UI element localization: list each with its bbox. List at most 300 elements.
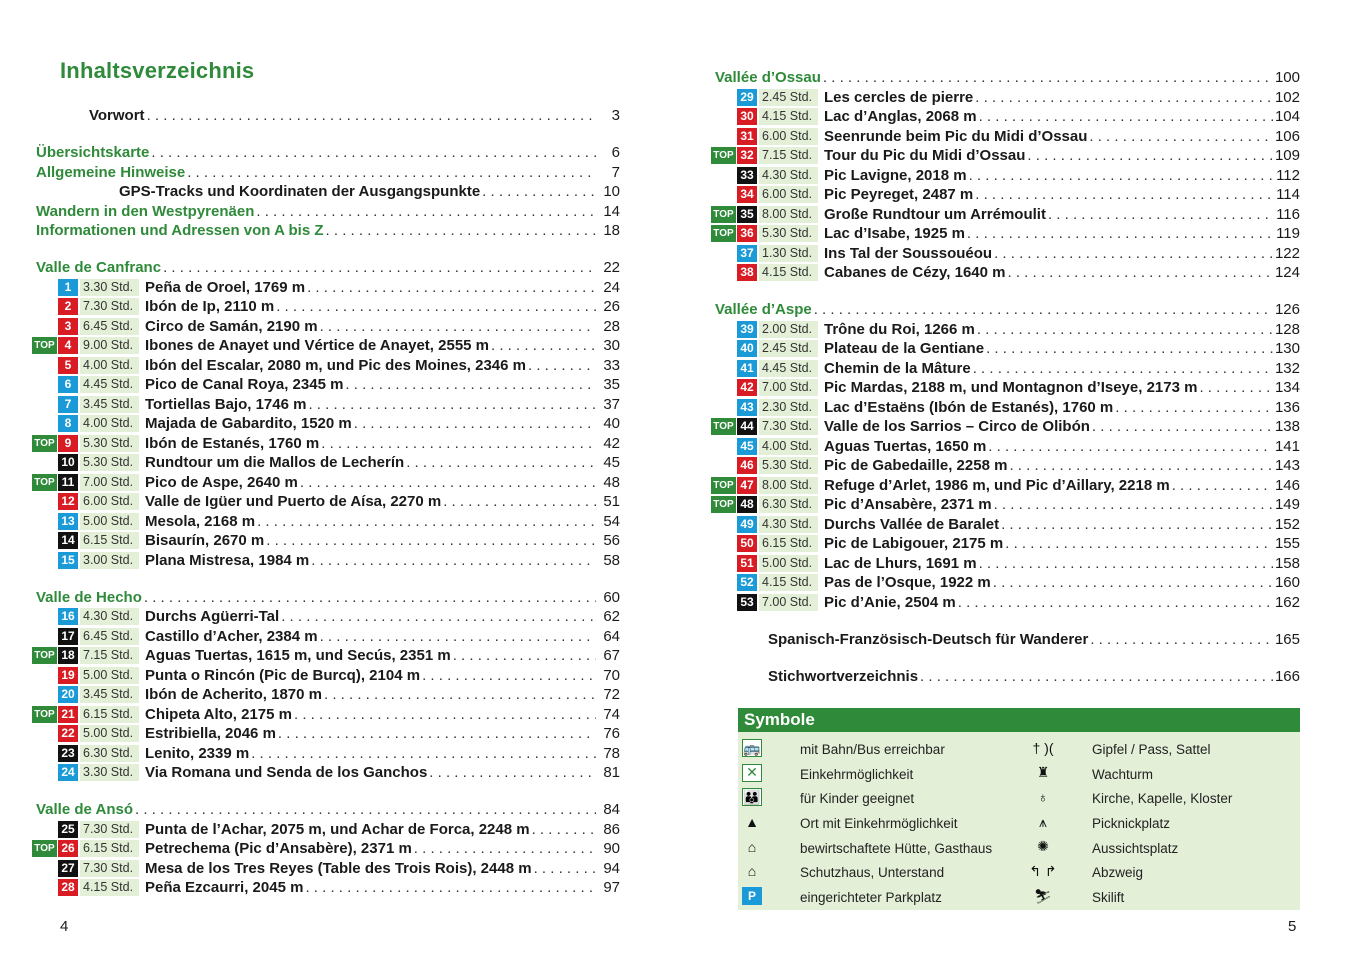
symbol-label: Skilift xyxy=(1092,890,1125,906)
walking-time: 4.00 Std. xyxy=(80,357,139,374)
walking-time: 6.30 Std. xyxy=(80,745,139,762)
entry-page-number: 155 xyxy=(1274,535,1300,552)
tour-entry[interactable] xyxy=(709,476,1300,496)
tour-entry[interactable] xyxy=(30,646,620,666)
tour-number-badge: 41 xyxy=(737,360,757,377)
entry-page-number: 51 xyxy=(603,493,620,510)
dot-leader xyxy=(532,820,596,840)
walking-time: 5.00 Std. xyxy=(759,555,818,572)
symbol-label: Schutzhaus, Unterstand xyxy=(800,865,945,881)
symbol-row xyxy=(738,737,1300,762)
dot-leader xyxy=(354,414,596,434)
dot-leader xyxy=(345,375,596,395)
dot-leader xyxy=(973,359,1273,379)
symbol-label: mit Bahn/Bus erreichbar xyxy=(800,742,945,757)
walking-time: 2.30 Std. xyxy=(759,399,818,416)
walking-time: 4.15 Std. xyxy=(759,574,818,591)
dot-leader xyxy=(994,244,1273,264)
entry-title: Mesola, 2168 m xyxy=(145,512,256,530)
dot-leader xyxy=(429,763,596,783)
dot-leader xyxy=(443,492,596,512)
tour-entry[interactable] xyxy=(709,244,1300,264)
toc-list-left xyxy=(30,106,620,898)
tour-entry[interactable] xyxy=(30,297,620,317)
tour-number-badge: 31 xyxy=(737,128,757,145)
tour-entry[interactable] xyxy=(30,356,620,376)
walking-time: 5.30 Std. xyxy=(759,457,818,474)
symbol-label: für Kinder geeignet xyxy=(800,791,915,807)
tour-entry[interactable] xyxy=(709,320,1300,340)
restaurant-icon: ✕ xyxy=(742,764,762,782)
tour-entry[interactable] xyxy=(30,531,620,551)
entry-page-number: 116 xyxy=(1276,205,1300,223)
walking-time: 2.45 Std. xyxy=(759,340,818,357)
dot-leader xyxy=(256,202,596,222)
symbol-label: Ort mit Einkehrmöglichkeit xyxy=(800,816,958,832)
entry-page-number: 28 xyxy=(603,317,620,335)
tour-number-badge: 50 xyxy=(737,535,757,552)
tour-entry[interactable] xyxy=(30,685,620,705)
toc-entry[interactable] xyxy=(30,202,620,222)
tour-number-badge: 12 xyxy=(58,493,78,510)
top-badge: TOP xyxy=(711,477,736,494)
entry-page-number: 122 xyxy=(1274,244,1300,262)
summit-pass-icon: † )( xyxy=(1032,740,1054,756)
walking-time: 6.00 Std. xyxy=(80,493,139,510)
dot-leader xyxy=(163,258,596,278)
entry-title: Ibón de Acherito, 1870 m xyxy=(145,686,322,703)
dot-leader xyxy=(300,473,596,493)
tour-number-badge: 7 xyxy=(58,396,78,413)
entry-title: Durchs Agüerri-Tal xyxy=(145,608,280,625)
tour-entry[interactable] xyxy=(30,820,620,840)
tour-number-badge: 22 xyxy=(58,725,78,742)
entry-page-number: 100 xyxy=(1274,69,1300,86)
entry-title: Aguas Tuertas, 1650 m xyxy=(824,437,987,455)
walking-time: 3.30 Std. xyxy=(80,279,139,296)
entry-title: Chemin de la Mâture xyxy=(824,359,971,377)
toc-entry[interactable] xyxy=(709,667,1300,687)
walking-time: 7.30 Std. xyxy=(759,418,818,435)
entry-page-number: 97 xyxy=(603,879,620,896)
top-badge: TOP xyxy=(711,147,736,164)
entry-page-number: 40 xyxy=(603,415,620,432)
entry-title: Castillo d’Acher, 2384 m xyxy=(145,627,318,645)
dot-leader xyxy=(135,800,596,820)
tour-number-badge: 14 xyxy=(58,532,78,549)
entry-page-number: 109 xyxy=(1274,147,1300,164)
page-number-left: 4 xyxy=(60,918,69,935)
dot-leader xyxy=(920,667,1273,687)
tour-entry[interactable] xyxy=(30,607,620,627)
tour-number-badge: 17 xyxy=(58,628,78,645)
walking-time: 8.00 Std. xyxy=(759,477,818,494)
tour-entry[interactable] xyxy=(30,453,620,473)
dot-leader xyxy=(251,744,596,764)
shelter-icon: ⌂ xyxy=(747,863,757,880)
dot-leader xyxy=(308,395,596,415)
entry-page-number: 130 xyxy=(1274,340,1300,357)
walking-time: 6.15 Std. xyxy=(80,532,139,549)
tour-number-badge: 35 xyxy=(737,206,757,223)
entry-page-number: 64 xyxy=(603,627,620,645)
dot-leader xyxy=(491,336,596,356)
symbol-label: Wachturm xyxy=(1092,766,1154,782)
entry-page-number: 78 xyxy=(603,744,620,762)
entry-page-number: 3 xyxy=(611,107,620,124)
entry-title: Lac d’Estaëns (Ibón de Estanés), 1760 m xyxy=(824,398,1114,416)
entry-title: Seenrunde beim Pic du Midi d’Ossau xyxy=(824,127,1088,145)
junction-icon: ↰ ↱ xyxy=(1029,862,1057,879)
tour-entry[interactable] xyxy=(709,573,1300,593)
tour-number-badge: 2 xyxy=(58,298,78,315)
top-badge: TOP xyxy=(711,418,736,435)
entry-title: Pic d’Ansabère, 2371 m xyxy=(824,496,992,513)
entry-title: Punta o Rincón (Pic de Burcq), 2104 m xyxy=(145,666,421,684)
tour-entry[interactable] xyxy=(30,705,620,725)
entry-page-number: 94 xyxy=(603,859,620,877)
tour-number-badge: 9 xyxy=(58,435,78,452)
tour-entry[interactable] xyxy=(709,88,1300,108)
entry-title: Chipeta Alto, 2175 m xyxy=(145,705,292,723)
entry-title: Pic de Gabedaille, 2258 m xyxy=(824,457,1008,474)
dot-leader xyxy=(1007,263,1272,283)
symbol-label: Picknickplatz xyxy=(1092,816,1171,832)
entry-page-number: 126 xyxy=(1274,301,1300,318)
symbol-label: Abzweig xyxy=(1092,865,1144,881)
dot-leader xyxy=(187,163,596,183)
tour-number-badge: 10 xyxy=(58,454,78,471)
entry-title: Ins Tal der Soussouéou xyxy=(824,244,993,262)
entry-title: Spanisch-Französisch-Deutsch für Wanderer xyxy=(768,630,1089,648)
entry-page-number: 152 xyxy=(1274,515,1300,533)
tour-entry[interactable] xyxy=(30,551,620,571)
entry-title: Majada de Gabardito, 1520 m xyxy=(145,415,352,432)
tour-number-badge: 11 xyxy=(58,474,78,491)
dot-leader xyxy=(324,685,596,705)
walking-time: 4.00 Std. xyxy=(80,415,139,432)
tour-number-badge: 48 xyxy=(737,496,757,513)
entry-page-number: 141 xyxy=(1274,437,1300,455)
entry-title: Tour du Pic du Midi d’Ossau xyxy=(824,147,1026,164)
tour-number-badge: 5 xyxy=(58,357,78,374)
tour-number-badge: 19 xyxy=(58,667,78,684)
tour-number-badge: 23 xyxy=(58,745,78,762)
top-badge: TOP xyxy=(711,206,736,223)
entry-title: Pic Mardas, 2188 m, und Montagnon d’Iseye, 2173 m xyxy=(824,379,1198,396)
tour-entry[interactable] xyxy=(709,378,1300,398)
tour-entry[interactable] xyxy=(709,534,1300,554)
entry-title: Wandern in den Westpyrenäen xyxy=(36,202,255,220)
entry-title: Durchs Vallée de Baralet xyxy=(824,515,1000,533)
tour-entry[interactable] xyxy=(30,492,620,512)
entry-page-number: 26 xyxy=(603,298,620,315)
entry-page-number: 112 xyxy=(1276,166,1300,184)
entry-title: Ibones de Anayet und Vértice de Anayet, 2555 m xyxy=(145,337,490,354)
toc-entry[interactable] xyxy=(709,300,1300,320)
dot-leader xyxy=(320,627,596,647)
hut-icon: ⌂ xyxy=(747,838,757,855)
tour-entry[interactable] xyxy=(30,414,620,434)
dot-leader xyxy=(1005,534,1273,554)
entry-title: Informationen und Adressen von A bis Z xyxy=(36,222,324,239)
tour-number-badge: 33 xyxy=(737,167,757,184)
tour-entry[interactable] xyxy=(30,473,620,493)
tour-entry[interactable] xyxy=(30,878,620,898)
entry-page-number: 45 xyxy=(603,454,620,471)
symbol-label: Einkehrmöglichkeit xyxy=(800,766,914,782)
top-badge: TOP xyxy=(32,706,57,723)
tour-entry[interactable] xyxy=(709,515,1300,535)
entry-title: Petrechema (Pic d’Ansabère), 2371 m xyxy=(145,840,412,857)
entry-title: Les cercles de pierre xyxy=(824,88,974,106)
tour-entry[interactable] xyxy=(30,839,620,859)
dot-leader xyxy=(414,839,596,859)
entry-title: Rundtour um die Mallos de Lecherín xyxy=(145,454,405,471)
symbol-row xyxy=(738,885,1300,910)
tour-entry[interactable] xyxy=(30,859,620,879)
walking-time: 4.30 Std. xyxy=(759,516,818,533)
dot-leader xyxy=(528,356,596,376)
skilift-icon: ⛷ xyxy=(1034,887,1052,904)
dot-leader xyxy=(144,588,596,608)
entry-page-number: 18 xyxy=(603,222,620,239)
tour-entry[interactable] xyxy=(30,666,620,686)
symbol-label: eingerichteter Parkplatz xyxy=(800,890,942,906)
page-title: Inhaltsverzeichnis xyxy=(60,58,255,83)
dot-leader xyxy=(151,143,596,163)
entry-page-number: 146 xyxy=(1274,476,1300,494)
walking-time: 5.30 Std. xyxy=(759,225,818,242)
tour-entry[interactable] xyxy=(709,205,1300,225)
walking-time: 3.00 Std. xyxy=(80,552,139,569)
entry-page-number: 90 xyxy=(603,840,620,857)
entry-page-number: 42 xyxy=(603,434,620,452)
dot-leader xyxy=(988,437,1273,457)
tour-entry[interactable] xyxy=(30,724,620,744)
tour-entry[interactable] xyxy=(709,263,1300,283)
entry-title: Peña de Oroel, 1769 m xyxy=(145,278,306,296)
entry-page-number: 24 xyxy=(603,278,620,296)
tour-entry[interactable] xyxy=(709,107,1300,127)
entry-page-number: 67 xyxy=(603,647,620,664)
entry-page-number: 119 xyxy=(1276,225,1300,242)
tour-entry[interactable] xyxy=(30,744,620,764)
entry-page-number: 60 xyxy=(603,588,620,606)
tour-number-badge: 3 xyxy=(58,318,78,335)
entry-title: Ibón del Escalar, 2080 m, und Pic des Moines, 2346 m xyxy=(145,356,526,374)
dot-leader xyxy=(1027,146,1273,166)
tour-entry[interactable] xyxy=(709,127,1300,147)
tour-entry[interactable] xyxy=(709,593,1300,613)
tour-entry[interactable] xyxy=(30,434,620,454)
toc-list-right xyxy=(709,68,1300,686)
dot-leader xyxy=(975,185,1274,205)
walking-time: 2.00 Std. xyxy=(759,321,818,338)
tour-entry[interactable] xyxy=(709,437,1300,457)
toc-entry[interactable] xyxy=(30,182,620,202)
dot-leader xyxy=(276,297,596,317)
tour-number-badge: 37 xyxy=(737,245,757,262)
walking-time: 7.00 Std. xyxy=(759,379,818,396)
tour-number-badge: 15 xyxy=(58,552,78,569)
symbol-row xyxy=(738,786,1300,811)
entry-title: GPS-Tracks und Koordinaten der Ausgangspunkte xyxy=(119,183,481,200)
tour-entry[interactable] xyxy=(709,224,1300,244)
dot-leader xyxy=(979,554,1273,574)
dot-leader xyxy=(823,68,1273,88)
tour-number-badge: 51 xyxy=(737,555,757,572)
toc-entry[interactable] xyxy=(30,588,620,608)
entry-title: Bisaurín, 2670 m xyxy=(145,532,265,549)
walking-time: 7.30 Std. xyxy=(80,298,139,315)
entry-title: Punta de l’Achar, 2075 m, und Achar de Forca, 2248 m xyxy=(145,820,530,838)
walking-time: 4.30 Std. xyxy=(80,608,139,625)
toc-entry[interactable] xyxy=(709,68,1300,88)
entry-page-number: 160 xyxy=(1274,574,1300,591)
walking-time: 3.45 Std. xyxy=(80,396,139,413)
toc-entry[interactable] xyxy=(709,630,1300,650)
walking-time: 6.30 Std. xyxy=(759,496,818,513)
walking-time: 7.15 Std. xyxy=(80,647,139,664)
dot-leader xyxy=(975,88,1273,108)
tour-entry[interactable] xyxy=(709,166,1300,186)
tour-entry[interactable] xyxy=(30,317,620,337)
entry-page-number: 76 xyxy=(603,725,620,742)
tour-entry[interactable] xyxy=(30,627,620,647)
entry-page-number: 138 xyxy=(1274,418,1300,435)
entry-title: Vorwort xyxy=(89,107,145,124)
dot-leader xyxy=(278,724,596,744)
entry-title: Valle de Igüer und Puerto de Aísa, 2270 m xyxy=(145,493,442,510)
symbol-row xyxy=(738,762,1300,787)
symbol-label: Aussichtsplatz xyxy=(1092,840,1179,856)
entry-page-number: 74 xyxy=(603,705,620,723)
toc-entry[interactable] xyxy=(30,800,620,820)
tour-number-badge: 36 xyxy=(737,225,757,242)
entry-page-number: 84 xyxy=(603,801,620,818)
tour-entry[interactable] xyxy=(709,417,1300,437)
tour-number-badge: 42 xyxy=(737,379,757,396)
village-icon: ▲ xyxy=(745,814,759,831)
tour-entry[interactable] xyxy=(709,495,1300,515)
symbol-row xyxy=(738,836,1300,861)
walking-time: 7.30 Std. xyxy=(80,821,139,838)
entry-page-number: 134 xyxy=(1274,379,1300,396)
tour-entry[interactable] xyxy=(30,278,620,298)
dot-leader xyxy=(266,531,596,551)
dot-leader xyxy=(969,166,1275,186)
tour-entry[interactable] xyxy=(709,359,1300,379)
tour-entry[interactable] xyxy=(30,763,620,783)
tour-number-badge: 8 xyxy=(58,415,78,432)
entry-page-number: 102 xyxy=(1274,88,1300,106)
entry-page-number: 7 xyxy=(611,163,620,181)
walking-time: 2.45 Std. xyxy=(759,89,818,106)
entry-page-number: 104 xyxy=(1274,108,1300,125)
viewpoint-icon: ✺ xyxy=(1037,838,1049,855)
symbol-label: Gipfel / Pass, Sattel xyxy=(1092,742,1211,757)
tour-number-badge: 28 xyxy=(58,879,78,896)
tour-entry[interactable] xyxy=(709,456,1300,476)
tour-entry[interactable] xyxy=(709,146,1300,166)
walking-time: 4.45 Std. xyxy=(80,376,139,393)
entry-page-number: 6 xyxy=(611,144,620,161)
entry-title: Plateau de la Gentiane xyxy=(824,340,985,357)
entry-title: Refuge d’Arlet, 1986 m, und Pic d’Aillary, 2218 m xyxy=(824,476,1170,494)
entry-page-number: 10 xyxy=(603,183,620,200)
toc-entry[interactable] xyxy=(30,258,620,278)
tour-number-badge: 53 xyxy=(737,594,757,611)
dot-leader xyxy=(958,593,1273,613)
entry-page-number: 136 xyxy=(1274,398,1300,416)
tour-entry[interactable] xyxy=(30,336,620,356)
entry-title: Valle de los Sarrios – Circo de Olibón xyxy=(824,418,1090,435)
toc-entry[interactable] xyxy=(30,163,620,183)
tour-number-badge: 44 xyxy=(737,418,757,435)
dot-leader xyxy=(967,224,1274,244)
entry-title: Pic Peyreget, 2487 m xyxy=(824,186,974,203)
entry-title: Tortiellas Bajo, 1746 m xyxy=(145,395,307,413)
entry-title: Mesa de los Tres Reyes (Table des Trois Rois), 2448 m xyxy=(145,859,532,877)
dot-leader xyxy=(993,573,1273,593)
entry-title: Lac d’Isabe, 1925 m xyxy=(824,225,965,242)
tour-number-badge: 1 xyxy=(58,279,78,296)
entry-title: Lac de Lhurs, 1691 m xyxy=(824,554,977,572)
walking-time: 5.30 Std. xyxy=(80,454,139,471)
entry-title: Pico de Aspe, 2640 m xyxy=(145,473,298,491)
entry-page-number: 166 xyxy=(1274,667,1300,685)
tour-entry[interactable] xyxy=(709,339,1300,359)
walking-time: 7.30 Std. xyxy=(80,860,139,877)
tour-entry[interactable] xyxy=(30,512,620,532)
entry-page-number: 143 xyxy=(1274,457,1300,474)
walking-time: 9.00 Std. xyxy=(80,337,139,354)
dot-leader xyxy=(406,453,596,473)
entry-page-number: 56 xyxy=(603,532,620,549)
walking-time: 5.00 Std. xyxy=(80,513,139,530)
dot-leader xyxy=(977,320,1273,340)
entry-title: Ibón de Ip, 2110 m xyxy=(145,298,275,315)
tour-entry[interactable] xyxy=(709,554,1300,574)
entry-title: Pic de Labigouer, 2175 m xyxy=(824,535,1004,552)
tour-number-badge: 29 xyxy=(737,89,757,106)
toc-entry[interactable] xyxy=(30,106,620,126)
toc-entry[interactable] xyxy=(30,221,620,241)
walking-time: 4.15 Std. xyxy=(759,264,818,281)
picnic-icon: ⩚ xyxy=(1039,813,1047,830)
entry-page-number: 33 xyxy=(603,356,620,374)
entry-page-number: 70 xyxy=(603,666,620,684)
walking-time: 8.00 Std. xyxy=(759,206,818,223)
dot-leader xyxy=(482,182,596,202)
dot-leader xyxy=(814,300,1273,320)
tour-entry[interactable] xyxy=(709,185,1300,205)
right-page xyxy=(680,0,1359,969)
dot-leader xyxy=(321,434,596,454)
dot-leader xyxy=(1001,515,1273,535)
tour-entry[interactable] xyxy=(709,398,1300,418)
tour-entry[interactable] xyxy=(30,395,620,415)
dot-leader xyxy=(1048,205,1274,225)
entry-title: Pic Lavigne, 2018 m xyxy=(824,166,967,184)
entry-title: Vallée d’Ossau xyxy=(715,69,821,86)
tour-number-badge: 18 xyxy=(58,647,78,664)
tour-entry[interactable] xyxy=(30,375,620,395)
top-badge: TOP xyxy=(711,225,736,242)
toc-entry[interactable] xyxy=(30,143,620,163)
entry-title: Estribiella, 2046 m xyxy=(145,725,276,742)
